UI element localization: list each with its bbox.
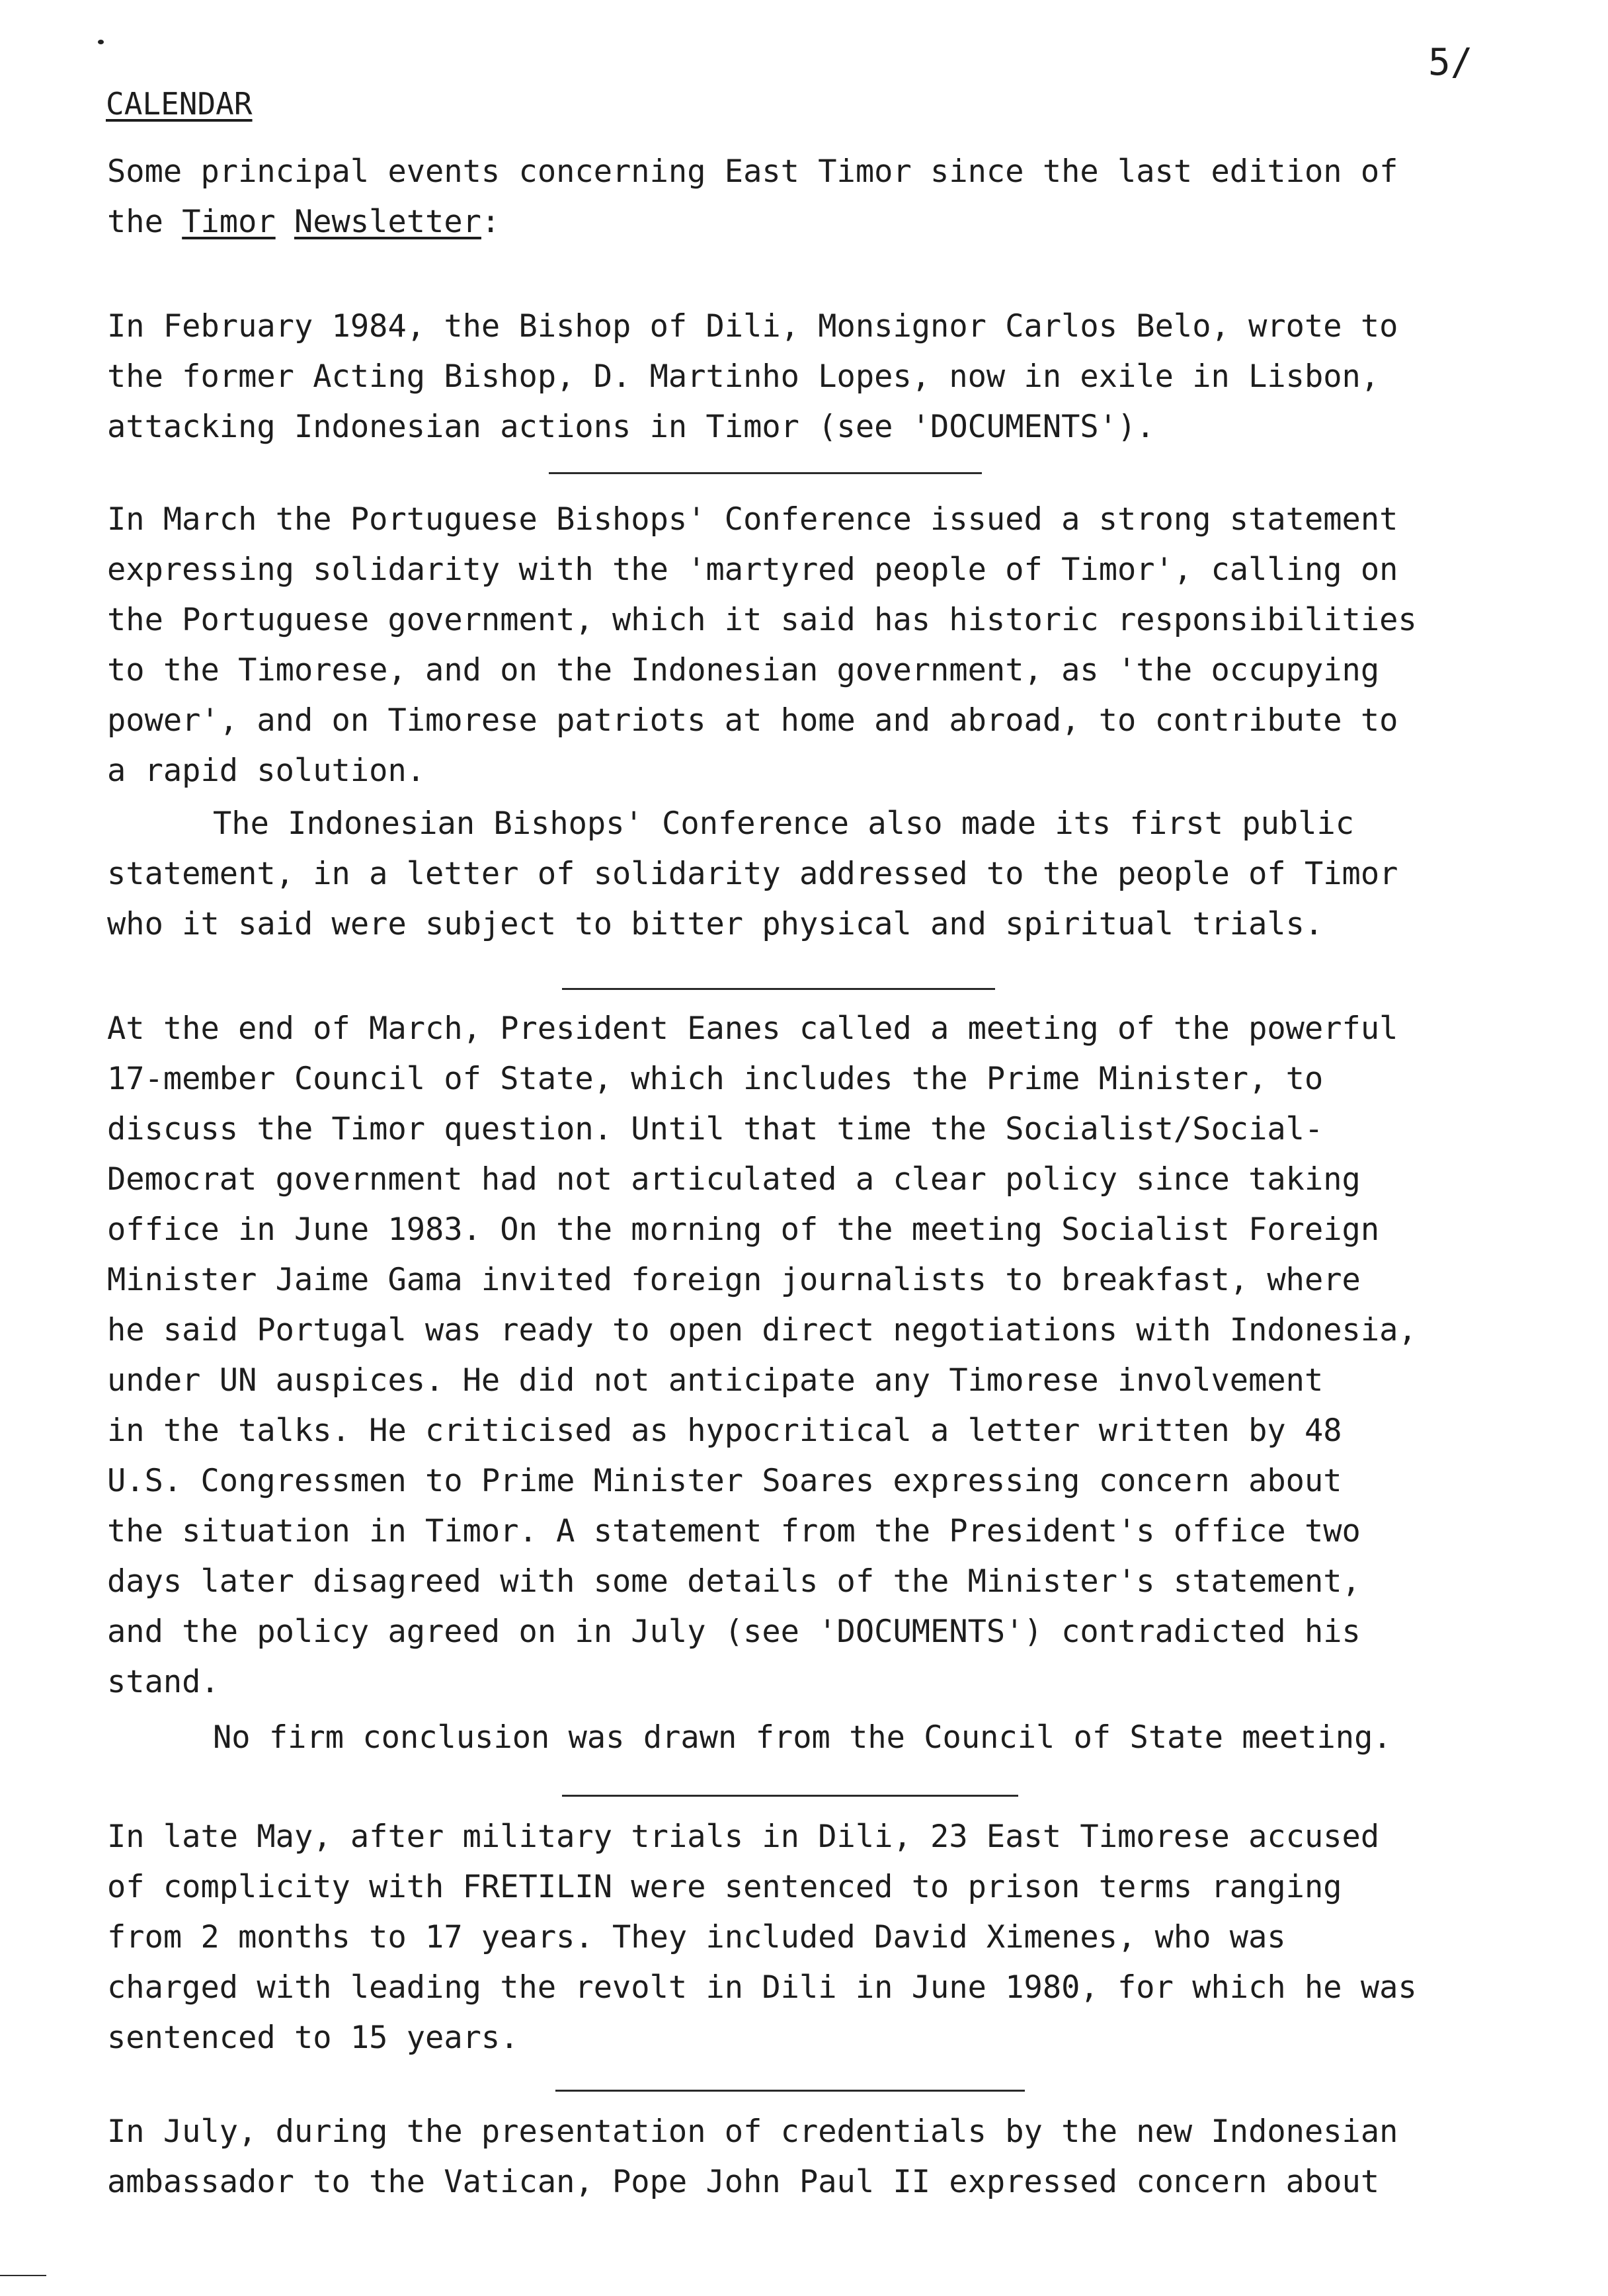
entry-july-vatican: In July, during the presentation of credentials by the new Indonesian ambassador to the Vatican, Pope John Paul II expressed concern about [107,2113,1398,2200]
ink-speck [98,40,104,44]
entry-february-1984: In February 1984, the Bishop of Dili, Monsignor Carlos Belo, wrote to the former Acting Bishop, D. Martinho Lopes, now in exile in Lisbon, attacking Indonesian actions in Timor (see 'DOCUMENTS'). [107,308,1398,445]
page-number: 5/ [1428,41,1473,84]
newsletter-title-word-2: Newsletter [294,204,481,240]
entry-end-of-march-council-of-state: At the end of March, President Eanes called a meeting of the powerful 17-member Council of State, which includes the Prime Minister, to discuss the Timor question. Until that time the Socialist/Social- Democrat government had not articulated a clear policy since taking office in June 1983. On the morning of the meeting Socialist Foreign Minister Jaime Gama invited foreign journalists to breakfast, where he said Portugal was ready to open direct negotiations with Indonesia, under UN auspices. He did not anticipate any Timorese involvement in the talks. He criticised as hypocritical a letter written by 48 U.S. Congressmen to Prime Minister Soares expressing concern about the situation in Timor. A statement from the President's office two days later disagreed with some details of the Minister's statement, and the policy agreed on in July (see 'DOCUMENTS') contradicted his stand. [107,1010,1417,1700]
intro-paragraph [107,147,1529,247]
entry-march-portuguese-bishops: In March the Portuguese Bishops' Conference issued a strong statement expressing solidarity with the 'martyred people of Timor', calling on the Portuguese government, which it said has historic responsibilities to the Timorese, and on the Indonesian government, as 'the occupying power', and on Timorese patriots at home and abroad, to contribute to a rapid solution. [107,501,1417,789]
section-heading: CALENDAR [106,86,253,122]
bottom-edge-line [0,2275,46,2276]
separator-rule [562,1795,1018,1797]
intro-text: Some principal events concerning East Timor since the last edition of the [107,153,1398,240]
entry-late-may-trials: In late May, after military trials in Dili, 23 East Timorese accused of complicity with FRETILIN were sentenced to prison terms ranging from 2 months to 17 years. They included David Ximenes, who was charged with leading the revolt in Dili in June 1980, for which he was sentenced to 15 years. [107,1819,1417,2056]
separator-rule [555,2090,1025,2092]
entry-indonesian-bishops: The Indonesian Bishops' Conference also made its first public statement, in a letter of solidarity addressed to the people of Timor who it said were subject to bitter physical and spiritual trials. [107,805,1398,942]
intro-colon: : [481,204,501,240]
newsletter-title-word-1: Timor [182,204,276,240]
entry-council-conclusion: No firm conclusion was drawn from the Council of State meeting. [213,1719,1392,1756]
separator-rule [549,472,982,474]
separator-rule [562,988,995,990]
